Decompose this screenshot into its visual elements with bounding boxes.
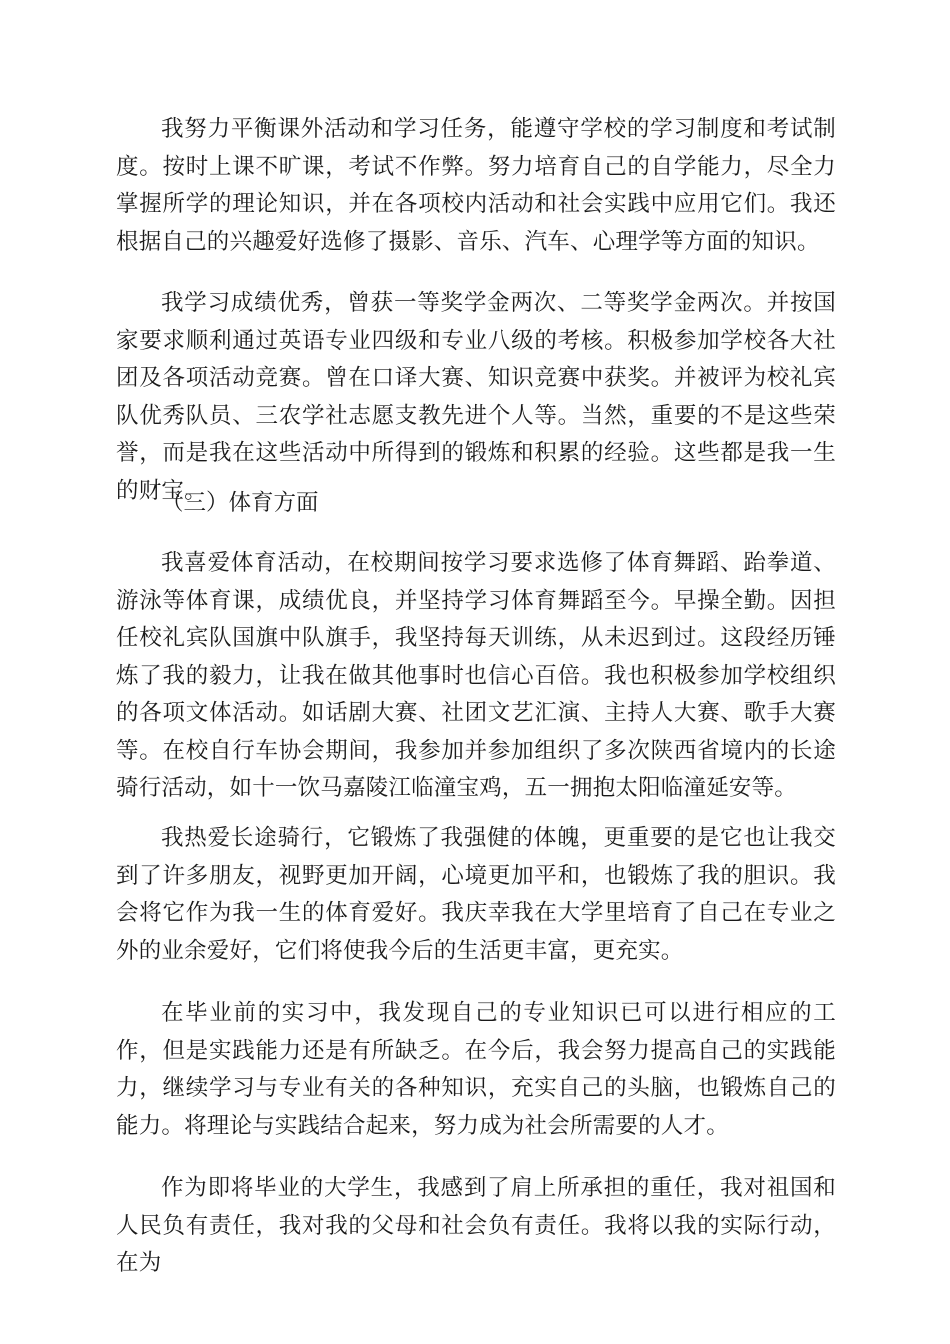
paragraph-academic-achievements: 我学习成绩优秀，曾获一等奖学金两次、二等奖学金两次。并按国家要求顺利通过英语专业四级和专业八级的考核。积极参加学校各大社团及各项活动竞赛。曾在口译大赛、知识竞赛中获奖。并被评为校礼宾队优秀队员、三农学社志愿支教先进个人等。当然，重要的不是这些荣誉，而是我在这些活动中所得到的锻炼和积累的经验。这些都是我一生的财宝。 xyxy=(116,290,836,504)
paragraph-graduate-responsibility: 作为即将毕业的大学生，我感到了肩上所承担的重任，我对祖国和人民负有责任，我对我的父母和社会负有责任。我将以我的实际行动，在为 xyxy=(116,1175,836,1276)
paragraph-cycling-hobby: 我热爱长途骑行，它锻炼了我强健的体魄，更重要的是它也让我交到了许多朋友，视野更加开阔，心境更加平和，也锻炼了我的胆识。我会将它作为我一生的体育爱好。我庆幸我在大学里培育了自己在专业之外的业余爱好，它们将使我今后的生活更丰富，更充实。 xyxy=(116,825,836,964)
paragraph-internship-reflection: 在毕业前的实习中，我发现自己的专业知识已可以进行相应的工作，但是实践能力还是有所缺乏。在今后，我会努力提高自己的实践能力，继续学习与专业有关的各种知识，充实自己的头脑，也锻炼自己的能力。将理论与实践结合起来，努力成为社会所需要的人才。 xyxy=(116,1000,836,1139)
section-heading-sports: （三）体育方面 xyxy=(161,490,319,516)
paragraph-sports-activities: 我喜爱体育活动，在校期间按学习要求选修了体育舞蹈、跆拳道、游泳等体育课，成绩优良，并坚持学习体育舞蹈至今。早操全勤。因担任校礼宾队国旗中队旗手，我坚持每天训练，从未迟到过。这段经历锤炼了我的毅力，让我在做其他事时也信心百倍。我也积极参加学校组织的各项文体活动。如话剧大赛、社团文艺汇演、主持人大赛、歌手大赛等。在校自行车协会期间，我参加并参加组织了多次陕西省境内的长途骑行活动，如十一饮马嘉陵江临潼宝鸡，五一拥抱太阳临潼延安等。 xyxy=(116,550,836,801)
paragraph-study-balance: 我努力平衡课外活动和学习任务，能遵守学校的学习制度和考试制度。按时上课不旷课，考试不作弊。努力培育自己的自学能力，尽全力掌握所学的理论知识，并在各项校内活动和社会实践中应用它们。我还根据自己的兴趣爱好选修了摄影、音乐、汽车、心理学等方面的知识。 xyxy=(116,116,836,255)
